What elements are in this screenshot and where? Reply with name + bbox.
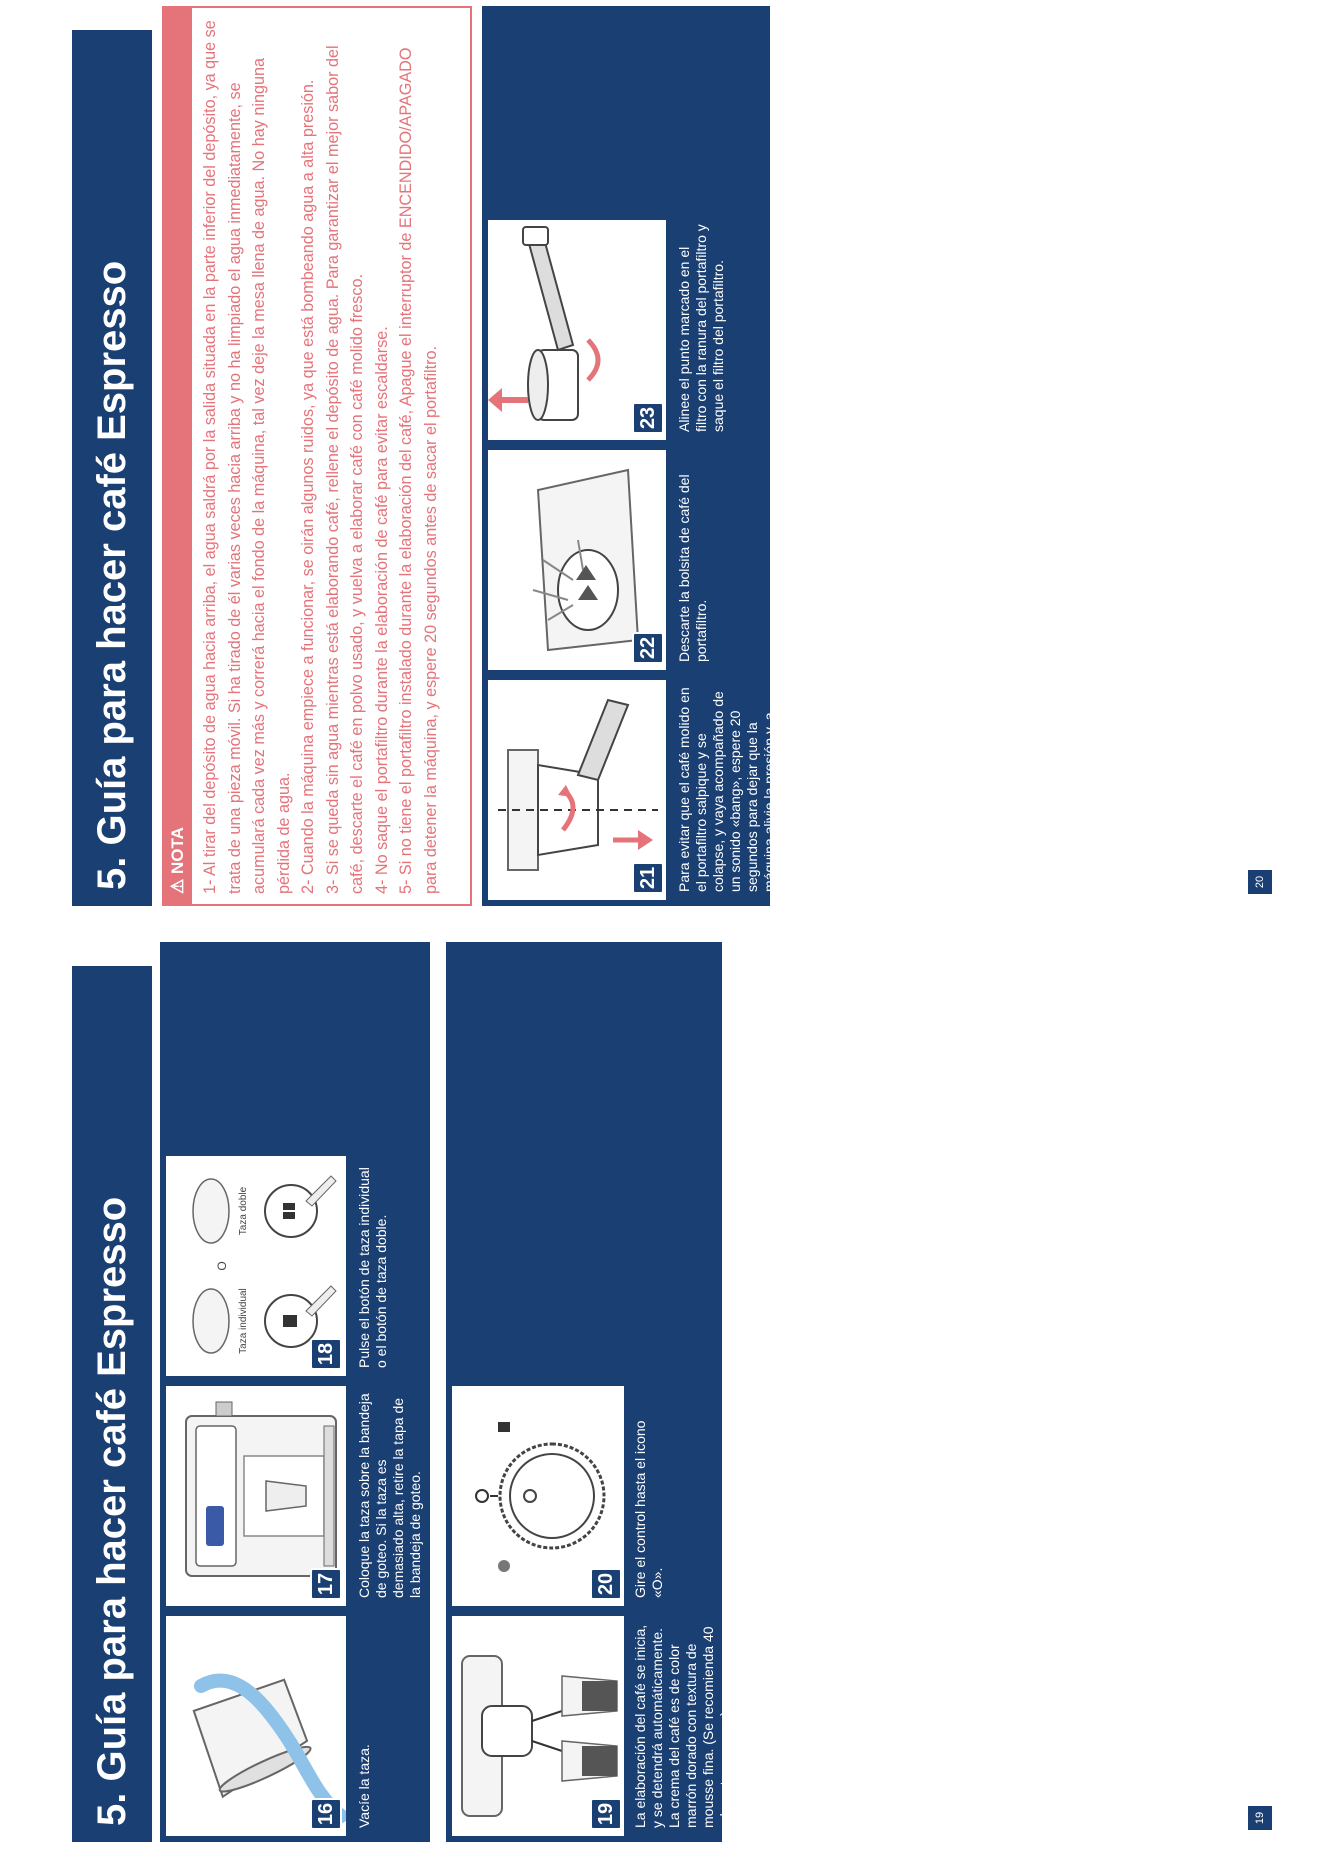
page-number: 19 [1248, 1806, 1272, 1830]
step-caption: Vacíe la taza. [356, 1744, 372, 1828]
page-title: 5. Guía para hacer café Espresso [72, 966, 152, 1842]
single-cup-label: Taza individual [238, 1288, 249, 1354]
step-number: 19 [590, 1798, 622, 1830]
step-caption: La elaboración del café se inicia, y se detendrá automáticamente. La crema del café es de color marrón dorado con textura de mousse fina. (Se recomienda 40 ml por taza aprox.) [632, 1624, 733, 1828]
note-body [198, 16, 443, 894]
steps-panel [482, 6, 828, 906]
step-16-illustration [166, 1616, 346, 1836]
step-caption: Alinee el punto marcado en el filtro con la ranura del portafiltro y saque el filtro del portafiltro. [676, 224, 726, 432]
note-header [164, 8, 192, 904]
step-number: 23 [632, 402, 664, 434]
step-18-illustration [166, 1156, 346, 1376]
step-caption: Coloque la taza sobre la bandeja de goteo. Si la taza es demasiado alta, retire la tapa de la bandeja de goteo. [356, 1393, 423, 1598]
note-item: 5- Si no tiene el portafiltro instalado durante la elaboración del café, Apague el interruptor de ENCENDIDO/APAGADO para detener la máquina, y espere 20 segundos antes de sacar el portafiltro. [397, 47, 440, 894]
step-20-illustration [452, 1386, 624, 1606]
steps-panel-bottom [446, 942, 733, 1842]
step-caption: Pulse el botón de taza individual o el botón de taza doble. [356, 1167, 389, 1368]
or-label: O [215, 1261, 229, 1271]
step-number: 17 [310, 1568, 342, 1600]
note-item: 1- Al tirar del depósito de agua hacia arriba, el agua saldrá por la salida situada en la parte inferior del depósito, ya que se trata de una pieza móvil. Si ha tirado de él varias veces hacia arriba y no ha limpiado el agua inmediatamente, se acumulará cada vez más y correrá hacia el fondo de la máquina, tal vez deje la mesa llena de agua. No hay ninguna pérdida de agua. [201, 20, 293, 894]
page-number: 20 [1248, 870, 1272, 894]
warning-icon: ⚠ [168, 874, 187, 894]
step-23-illustration [488, 220, 666, 440]
step-number: 21 [632, 862, 664, 894]
step-caption: Gire el control hasta el icono «O». [632, 1420, 665, 1598]
step-caption: Descarte la bolsita de café del portafiltro. [676, 474, 709, 662]
step-number: 18 [310, 1338, 342, 1370]
note-item: 3- Si se queda sin agua mientras está elaborando café, rellene el depósito de agua. Para garantizar el mejor sabor del café, descarte el café en polvo usado, y vuelva a elaborar café con café molido fresco. [323, 45, 366, 894]
step-caption: Para evitar que el café molido en el portafiltro salpique y se colapse, y vaya acompañado de un sonido «bang», espere 20 segundos para dejar que la máquina alivie la presión y, a continuación, gire el portafiltro en sentido horario para sacarlo de la máquina. [676, 684, 828, 892]
note-label: NOTA [168, 827, 187, 875]
note-item: 4- No saque el portafiltro durante la elaboración de café para evitar escaldarse. [372, 326, 391, 894]
step-number: 16 [310, 1798, 342, 1830]
note-item: 2- Cuando la máquina empiece a funcionar, se oirán algunos ruidos, ya que está bombeando agua a alta presión. [299, 79, 317, 894]
steps-panel-top [160, 942, 430, 1842]
page-title: 5. Guía para hacer café Espresso [72, 30, 152, 906]
note-box [162, 6, 472, 906]
step-number: 22 [632, 632, 664, 664]
step-21-illustration [488, 680, 666, 900]
step-number: 20 [590, 1568, 622, 1600]
step-19-illustration [452, 1616, 624, 1836]
step-17-illustration [166, 1386, 346, 1606]
double-cup-label: Taza doble [238, 1186, 249, 1236]
step-22-illustration [488, 450, 666, 670]
page-19 [0, 936, 1324, 1872]
